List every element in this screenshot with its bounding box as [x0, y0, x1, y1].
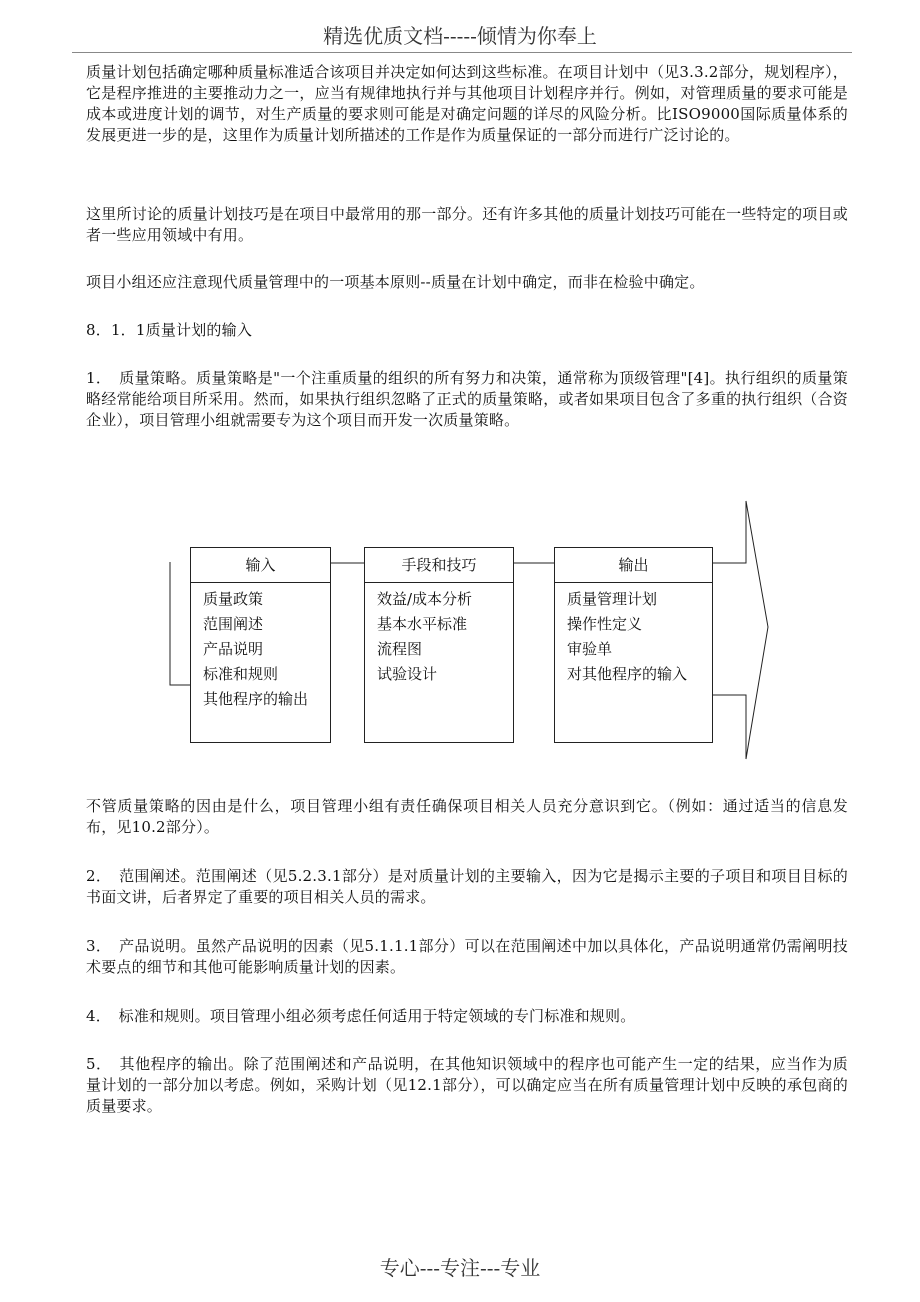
output-item: 审验单 — [567, 640, 613, 658]
output-item: 质量管理计划 — [567, 590, 658, 608]
tools-item: 流程图 — [377, 640, 423, 658]
input-item: 范围阐述 — [203, 615, 264, 633]
section-heading: 8．1．1质量计划的输入 — [86, 321, 253, 339]
input-item: 标准和规则 — [203, 665, 279, 683]
quality-planning-diagram — [160, 495, 780, 765]
paragraph-product-description: 3． 产品说明。虽然产品说明的因素（见5.1.1.1部分）可以在范围阐述中加以具体化，产品说明通常仍需阐明技术要点的细节和其他可能影响质量计划的因素。 — [86, 937, 848, 976]
output-arrow — [713, 501, 768, 759]
paragraph-techniques: 这里所讨论的质量计划技巧是在项目中最常用的那一部分。还有许多其他的质量计划技巧可能在一些特定的项目或者一些应用领域中有用。 — [86, 205, 848, 244]
feedback-bracket — [170, 562, 190, 685]
tools-item: 基本水平标准 — [377, 615, 468, 633]
page-footer: 专心---专注---专业 — [379, 1256, 541, 1280]
paragraph-scope-statement: 2． 范围阐述。范围阐述（见5.2.3.1部分）是对质量计划的主要输入，因为它是揭示主要的子项目和项目目标的书面文讲，后者界定了重要的项目相关人员的需求。 — [86, 867, 848, 906]
paragraph-intro: 质量计划包括确定哪种质量标准适合该项目并决定如何达到这些标准。在项目计划中（见3.3.2部分，规划程序），它是程序推进的主要推动力之一，应当有规律地执行并与其他项目计划程序并行。例如，对管理质量的要求可能是成本或进度计划的调节，对生产质量的要求则可能是对确定问题的详尽的风险分析。比ISO9000国际质量体系的发展更进一步的是，这里作为质量计划所描述的工作是作为质量保证的一部分而进行广泛讨论的。 — [86, 63, 848, 144]
output-title: 输出 — [555, 548, 712, 583]
input-title: 输入 — [191, 548, 330, 583]
input-item: 其他程序的输出 — [203, 690, 309, 708]
tools-item: 效益/成本分析 — [377, 590, 473, 608]
paragraph-standards: 4． 标准和规则。项目管理小组必须考虑任何适用于特定领域的专门标准和规则。 — [86, 1007, 636, 1025]
input-item: 质量政策 — [203, 590, 264, 608]
paragraph-policy-responsibility: 不管质量策略的因由是什么，项目管理小组有责任确保项目相关人员充分意识到它。（例如：通过适当的信息发布，见10.2部分）。 — [86, 797, 848, 836]
tools-box — [364, 547, 514, 743]
paragraph-principle: 项目小组还应注意现代质量管理中的一项基本原则--质量在计划中确定，而非在检验中确定。 — [86, 273, 705, 291]
input-box — [190, 547, 331, 743]
input-item: 产品说明 — [203, 640, 264, 658]
page-header: 精选优质文档-----倾情为你奉上 — [323, 24, 597, 48]
paragraph-quality-policy: 1． 质量策略。质量策略是"一个注重质量的组织的所有努力和决策，通常称为顶级管理"[4]。执行组织的质量策略经常能给项目所采用。然而，如果执行组织忽略了正式的质量策略，或者如果项目包含了多重的执行组织（合资企业），项目管理小组就需要专为这个项目而开发一次质量策略。 — [86, 369, 848, 429]
tools-item: 试验设计 — [377, 665, 438, 683]
output-box — [554, 547, 713, 743]
output-item: 对其他程序的输入 — [567, 665, 688, 683]
output-item: 操作性定义 — [567, 615, 643, 633]
tools-title: 手段和技巧 — [365, 548, 513, 583]
paragraph-other-outputs: 5． 其他程序的输出。除了范围阐述和产品说明，在其他知识领域中的程序也可能产生一定的结果，应当作为质量计划的一部分加以考虑。例如，采购计划（见12.1部分），可以确定应当在所有质量管理计划中反映的承包商的质量要求。 — [86, 1055, 848, 1115]
header-divider — [72, 52, 852, 53]
